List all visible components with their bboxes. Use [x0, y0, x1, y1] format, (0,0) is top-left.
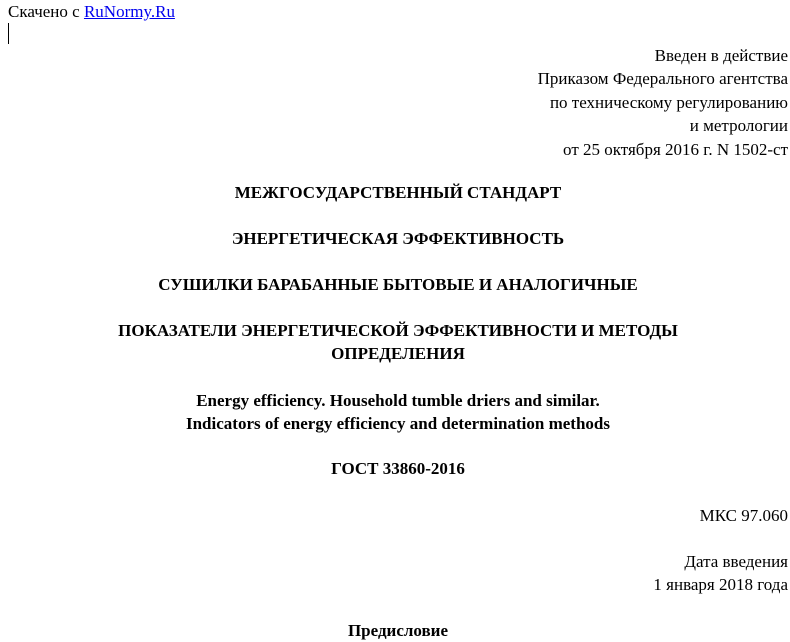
effective-date-value: 1 января 2018 года [653, 575, 788, 594]
introduction-line: и метрологии [689, 116, 788, 136]
download-source-note [8, 2, 175, 22]
standard-designation: ГОСТ 33860-2016 [331, 459, 465, 478]
introduction-line: по техническому регулированию [549, 92, 788, 112]
foreword-heading: Предисловие [347, 621, 449, 640]
effective-date-label: Дата введения [684, 552, 788, 571]
subject-heading: СУШИЛКИ БАРАБАННЫЕ БЫТОВЫЕ И АНАЛОГИЧНЫЕ [158, 275, 638, 294]
english-title-line-1: Energy efficiency. Household tumble driers and similar. [196, 391, 600, 410]
introduction-block [538, 44, 788, 161]
introduction-line: от 25 октября 2016 г. N 1502-ст [563, 139, 788, 159]
text-cursor [8, 23, 9, 44]
runormy-link[interactable]: RuNormy.Ru [83, 2, 175, 21]
topic-heading: ЭНЕРГЕТИЧЕСКАЯ ЭФФЕКТИВНОСТЬ [231, 229, 565, 248]
english-title-line-2: Indicators of energy efficiency and determination methods [185, 414, 610, 433]
title-heading-line-1: ПОКАЗАТЕЛИ ЭНЕРГЕТИЧЕСКОЙ ЭФФЕКТИВНОСТИ И МЕТОДЫ [118, 321, 678, 340]
mks-code: МКС 97.060 [699, 506, 788, 525]
download-source-prefix: Скачено с [8, 2, 84, 21]
title-heading-line-2: ОПРЕДЕЛЕНИЯ [331, 344, 465, 363]
introduction-line: Введен в действие [654, 46, 788, 65]
standard-type-heading: МЕЖГОСУДАРСТВЕННЫЙ СТАНДАРТ [234, 183, 562, 202]
introduction-line: Приказом Федерального агентства [537, 69, 788, 89]
